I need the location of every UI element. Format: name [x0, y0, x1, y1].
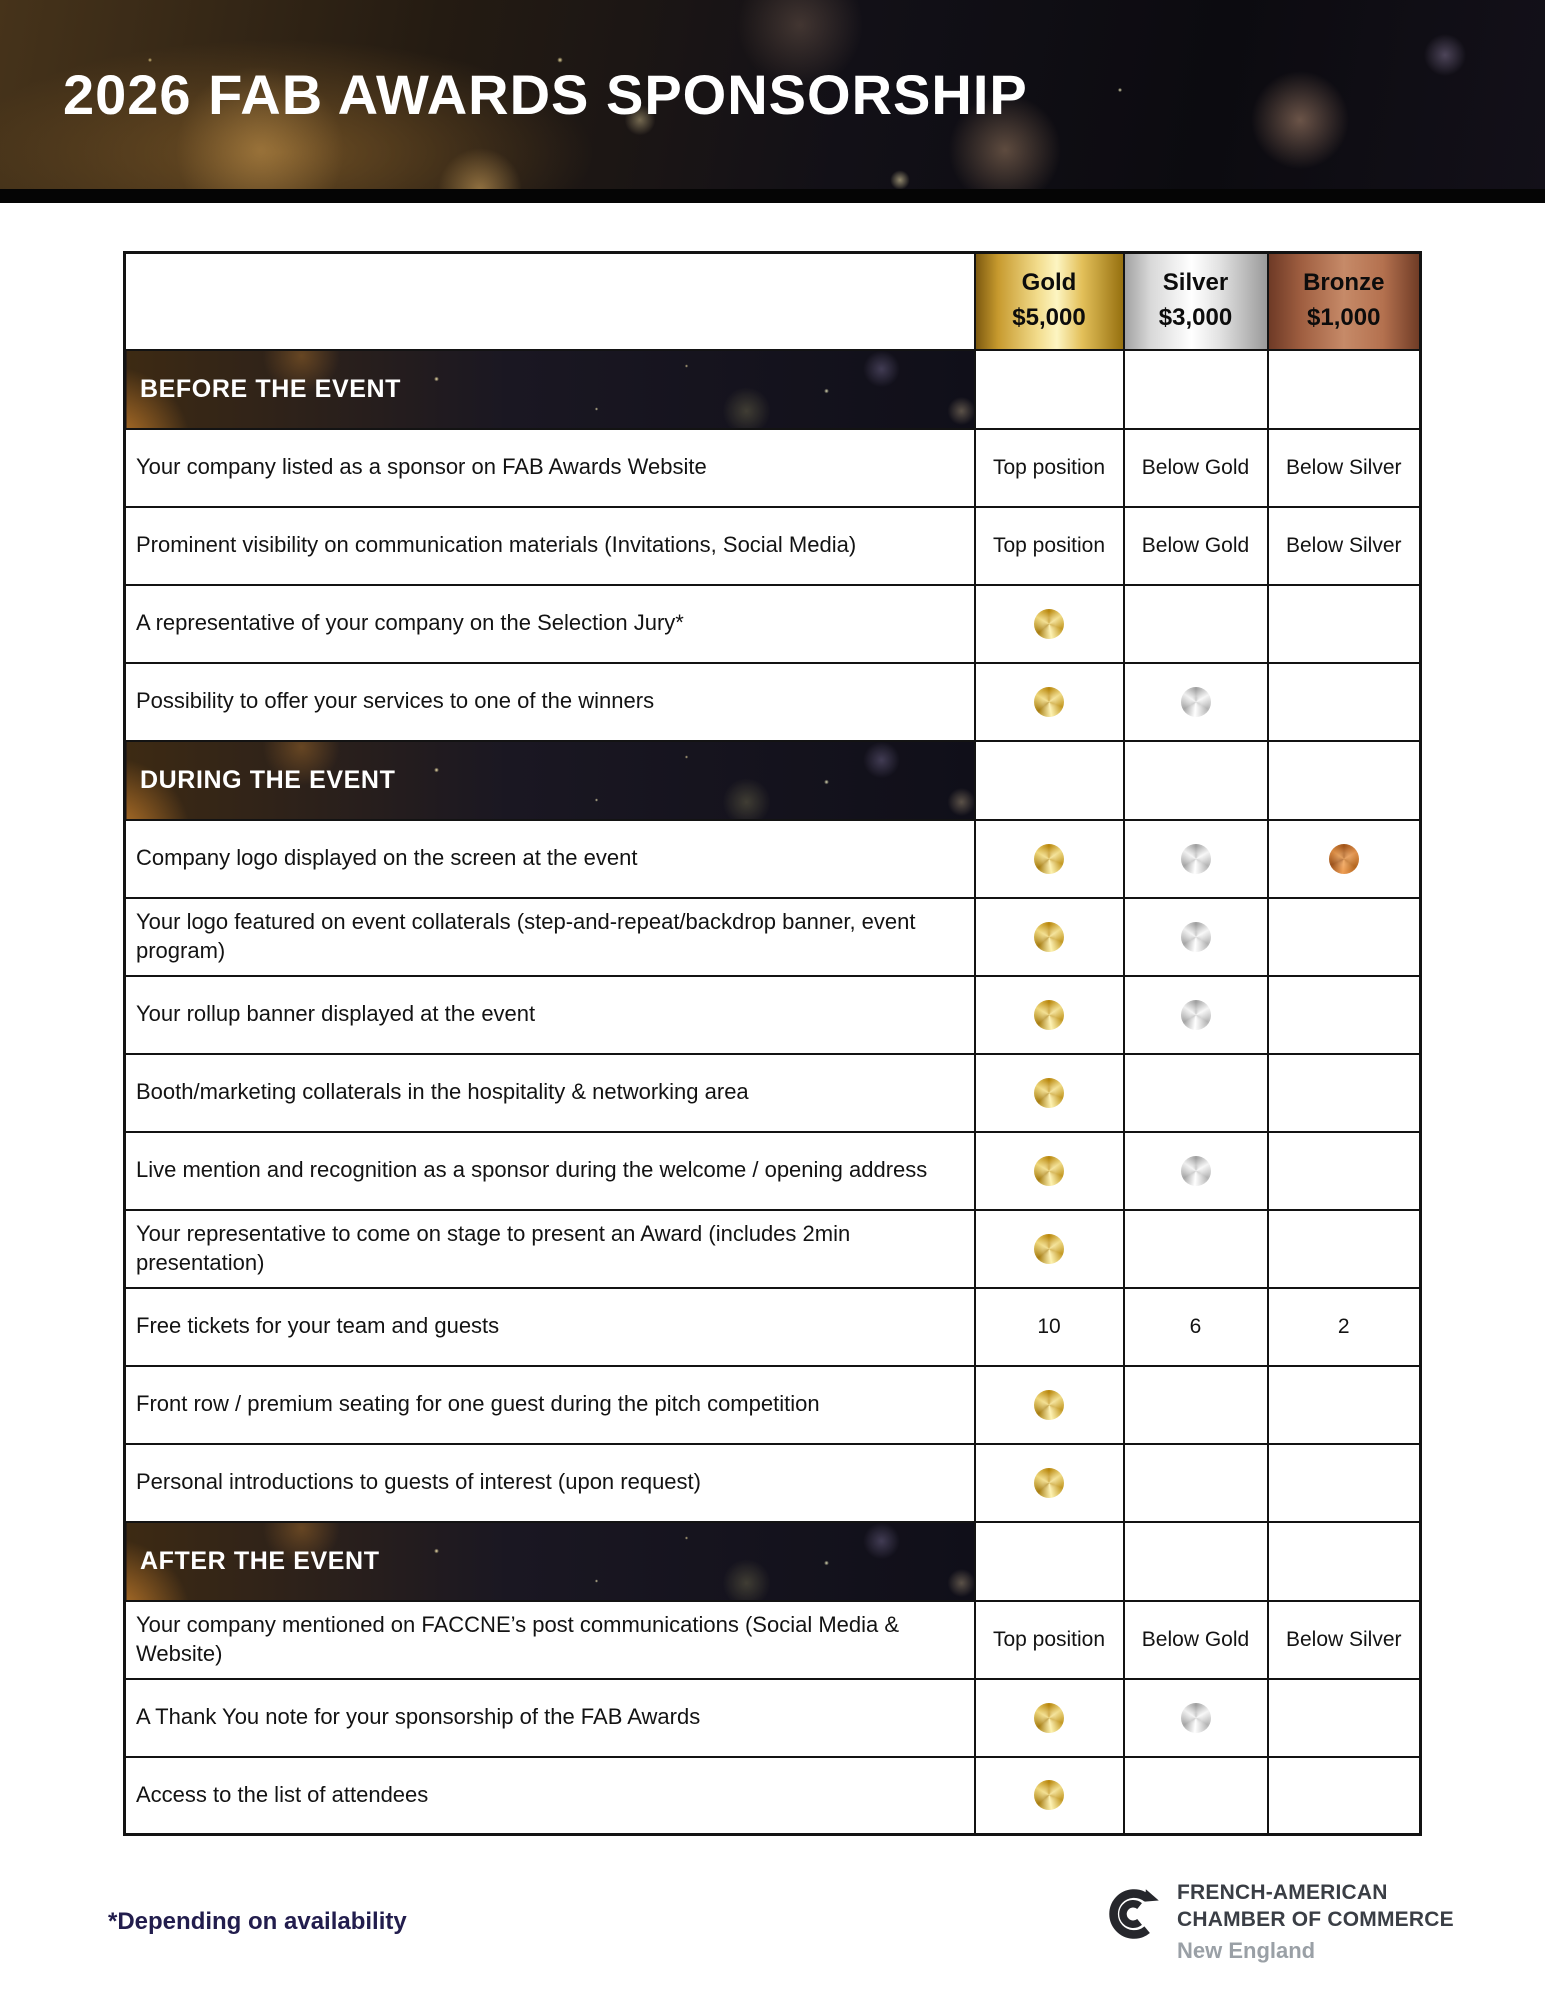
gold-medal-icon	[1034, 844, 1064, 874]
gold-medal-icon	[1034, 1703, 1064, 1733]
section-band-row	[125, 350, 1421, 429]
empty-cell	[1268, 1522, 1421, 1601]
tier-price: $5,000	[1012, 304, 1086, 332]
value-cell: Top position	[975, 507, 1124, 585]
benefit-row	[125, 1054, 1421, 1132]
medal-cell	[975, 976, 1124, 1054]
medal-cell	[975, 898, 1124, 976]
medal-cell	[975, 585, 1124, 663]
value-cell: 2	[1268, 1288, 1421, 1366]
section-title: AFTER THE EVENT	[140, 1546, 380, 1575]
faccne-logo-mark-icon	[1106, 1886, 1162, 1942]
medal-cell	[975, 1679, 1124, 1757]
benefit-row	[125, 1601, 1421, 1679]
tier-name: Bronze	[1303, 269, 1385, 297]
section-band-row	[125, 741, 1421, 820]
medal-cell	[975, 1366, 1124, 1444]
logo-line-1: FRENCH-AMERICAN	[1177, 1881, 1388, 1904]
section-header	[125, 1522, 975, 1601]
gold-medal-icon	[1034, 1234, 1064, 1264]
tier-header-bronze	[1268, 253, 1421, 350]
empty-cell	[1268, 350, 1421, 429]
medal-cell	[1124, 1679, 1268, 1757]
silver-medal-icon	[1181, 1703, 1211, 1733]
empty-cell	[975, 1522, 1124, 1601]
silver-medal-icon	[1181, 687, 1211, 717]
blank-header-cell	[125, 253, 975, 350]
gold-medal-icon	[1034, 1000, 1064, 1030]
empty-cell	[1268, 1757, 1421, 1835]
benefit-label: Possibility to offer your services to one of the winners	[125, 663, 975, 741]
benefit-label: Company logo displayed on the screen at the event	[125, 820, 975, 898]
empty-cell	[1124, 1757, 1268, 1835]
empty-cell	[1268, 1132, 1421, 1210]
faccne-logo	[1106, 1880, 1454, 1964]
benefit-row	[125, 429, 1421, 507]
medal-cell	[1124, 820, 1268, 898]
benefit-row	[125, 1444, 1421, 1522]
empty-cell	[1268, 1444, 1421, 1522]
empty-cell	[975, 350, 1124, 429]
tier-price: $1,000	[1307, 304, 1381, 332]
value-cell: 10	[975, 1288, 1124, 1366]
benefit-row	[125, 507, 1421, 585]
section-band-row	[125, 1522, 1421, 1601]
benefit-row	[125, 585, 1421, 663]
benefit-label: Your logo featured on event collaterals (step-and-repeat/backdrop banner, event program)	[125, 898, 975, 976]
faccne-logo-text	[1177, 1880, 1454, 1964]
empty-cell	[1268, 741, 1421, 820]
benefit-label: Your company mentioned on FACCNE’s post communications (Social Media & Website)	[125, 1601, 975, 1679]
benefit-row	[125, 976, 1421, 1054]
silver-medal-icon	[1181, 844, 1211, 874]
page-title: 2026 FAB AWARDS SPONSORSHIP	[63, 63, 1028, 126]
silver-medal-icon	[1181, 922, 1211, 952]
benefit-row	[125, 1757, 1421, 1835]
value-cell: Below Gold	[1124, 429, 1268, 507]
benefit-label: Your representative to come on stage to present an Award (includes 2min presentation)	[125, 1210, 975, 1288]
section-title: DURING THE EVENT	[140, 765, 396, 794]
medal-cell	[975, 1132, 1124, 1210]
value-cell: Below Silver	[1268, 507, 1421, 585]
empty-cell	[1124, 585, 1268, 663]
medal-cell	[975, 1757, 1124, 1835]
gold-medal-icon	[1034, 1780, 1064, 1810]
medal-cell	[975, 1054, 1124, 1132]
empty-cell	[1124, 1210, 1268, 1288]
sponsorship-table	[123, 251, 1422, 1836]
benefit-label: Free tickets for your team and guests	[125, 1288, 975, 1366]
empty-cell	[1124, 1054, 1268, 1132]
tier-name: Gold	[1021, 269, 1077, 297]
gold-medal-icon	[1034, 1468, 1064, 1498]
empty-cell	[1268, 1679, 1421, 1757]
benefit-row	[125, 898, 1421, 976]
gold-medal-icon	[1034, 1078, 1064, 1108]
footnote: *Depending on availability	[108, 1908, 407, 1935]
value-cell: Below Silver	[1268, 1601, 1421, 1679]
benefit-label: Booth/marketing collaterals in the hospitality & networking area	[125, 1054, 975, 1132]
section-title: BEFORE THE EVENT	[140, 374, 402, 403]
section-header	[125, 350, 975, 429]
silver-medal-icon	[1181, 1000, 1211, 1030]
benefit-row	[125, 1210, 1421, 1288]
gold-medal-icon	[1034, 922, 1064, 952]
medal-cell	[1124, 976, 1268, 1054]
value-cell: Below Gold	[1124, 1601, 1268, 1679]
bronze-medal-icon	[1329, 844, 1359, 874]
medal-cell	[1124, 1132, 1268, 1210]
value-cell: Below Gold	[1124, 507, 1268, 585]
benefit-label: A representative of your company on the Selection Jury*	[125, 585, 975, 663]
logo-line-3: New England	[1177, 1937, 1316, 1963]
value-cell: Top position	[975, 429, 1124, 507]
medal-cell	[975, 1210, 1124, 1288]
medal-cell	[1124, 898, 1268, 976]
logo-line-2: CHAMBER OF COMMERCE	[1177, 1907, 1454, 1931]
value-cell: Below Silver	[1268, 429, 1421, 507]
benefit-label: Live mention and recognition as a sponsor during the welcome / opening address	[125, 1132, 975, 1210]
benefit-label: Prominent visibility on communication materials (Invitations, Social Media)	[125, 507, 975, 585]
tier-header-gold	[975, 253, 1124, 350]
value-cell: 6	[1124, 1288, 1268, 1366]
empty-cell	[1124, 350, 1268, 429]
benefit-row	[125, 1679, 1421, 1757]
header-banner	[0, 0, 1545, 203]
silver-medal-icon	[1181, 1156, 1211, 1186]
medal-cell	[975, 820, 1124, 898]
medal-cell	[975, 1444, 1124, 1522]
empty-cell	[1268, 663, 1421, 741]
medal-cell	[1124, 663, 1268, 741]
benefit-row	[125, 820, 1421, 898]
benefit-row	[125, 663, 1421, 741]
empty-cell	[1124, 1366, 1268, 1444]
empty-cell	[1124, 1444, 1268, 1522]
tier-header-row	[125, 253, 1421, 350]
benefit-label: Your rollup banner displayed at the event	[125, 976, 975, 1054]
tier-price: $3,000	[1158, 304, 1233, 332]
benefit-label: Personal introductions to guests of interest (upon request)	[125, 1444, 975, 1522]
empty-cell	[975, 741, 1124, 820]
tier-header-silver	[1124, 253, 1268, 350]
tier-name: Silver	[1162, 269, 1229, 297]
benefit-row	[125, 1288, 1421, 1366]
gold-medal-icon	[1034, 687, 1064, 717]
benefit-label: Your company listed as a sponsor on FAB Awards Website	[125, 429, 975, 507]
medal-cell	[1268, 820, 1421, 898]
medal-cell	[975, 663, 1124, 741]
empty-cell	[1268, 1366, 1421, 1444]
section-header	[125, 741, 975, 820]
empty-cell	[1268, 1210, 1421, 1288]
empty-cell	[1268, 1054, 1421, 1132]
benefit-row	[125, 1366, 1421, 1444]
empty-cell	[1268, 976, 1421, 1054]
benefit-label: Front row / premium seating for one guest during the pitch competition	[125, 1366, 975, 1444]
empty-cell	[1124, 1522, 1268, 1601]
empty-cell	[1124, 741, 1268, 820]
value-cell: Top position	[975, 1601, 1124, 1679]
benefit-label: A Thank You note for your sponsorship of the FAB Awards	[125, 1679, 975, 1757]
benefit-label: Access to the list of attendees	[125, 1757, 975, 1835]
empty-cell	[1268, 585, 1421, 663]
benefit-row	[125, 1132, 1421, 1210]
gold-medal-icon	[1034, 1390, 1064, 1420]
empty-cell	[1268, 898, 1421, 976]
gold-medal-icon	[1034, 609, 1064, 639]
gold-medal-icon	[1034, 1156, 1064, 1186]
